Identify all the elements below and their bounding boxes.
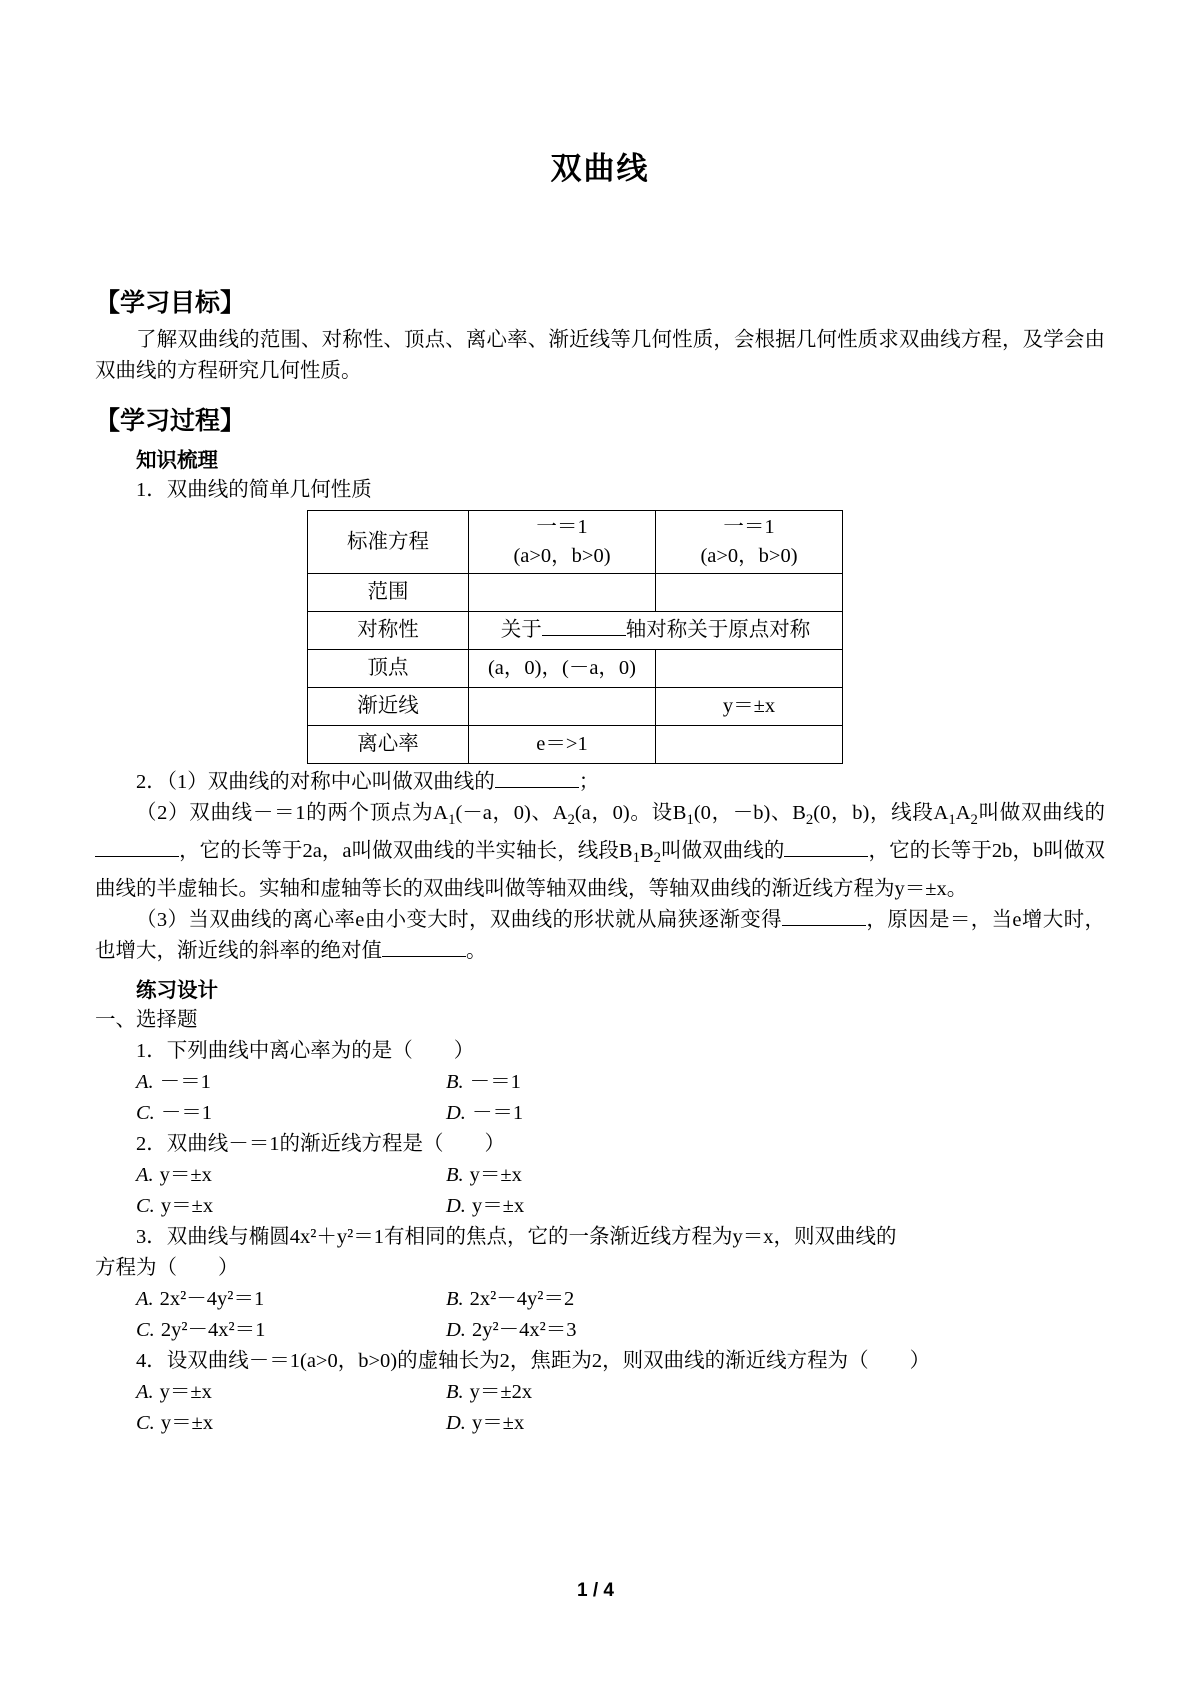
row-label-symmetry: 对称性: [308, 612, 469, 650]
standard-equation-middle: [469, 511, 656, 574]
learning-objectives-body: 了解双曲线的范围、对称性、顶点、离心率、渐近线等几何性质，会根据几何性质求双曲线方程，及学会由双曲线的方程研究几何性质。: [95, 329, 1105, 382]
eccentricity-right-cell: [656, 726, 843, 764]
question-4-options-row-1: [136, 1377, 1105, 1408]
option-letter: B.: [446, 1164, 464, 1187]
table-row: [308, 511, 843, 574]
question-2-option-c[interactable]: [136, 1191, 446, 1222]
question-4-option-d[interactable]: [446, 1408, 746, 1439]
option-text: y＝±x: [471, 1412, 525, 1435]
question-4-options-row-2: [136, 1408, 1105, 1439]
practice-design-heading: 练习设计: [136, 979, 218, 1003]
question-2-option-a[interactable]: [136, 1160, 446, 1191]
sub-1d: 1: [632, 850, 640, 867]
question-3-option-c[interactable]: [136, 1315, 446, 1346]
option-text: 2y²－4x²＝3: [471, 1319, 577, 1342]
item2-p2-i: B: [639, 840, 654, 863]
page-content: [95, 0, 1105, 1439]
range-right-cell: [656, 574, 843, 612]
item2-p1-pre: 2．（1）双曲线的对称中心叫做双曲线的: [136, 771, 495, 793]
std-cond-line1: (a>0，b>0): [513, 545, 611, 567]
table-row: [308, 574, 843, 612]
item2-p2-g: 叫做双曲线的: [977, 802, 1105, 824]
learning-process-heading: 【学习过程】: [95, 407, 246, 435]
std-eq-line2: 一＝1: [723, 516, 775, 538]
item2-blank-real-axis[interactable]: [95, 839, 179, 857]
knowledge-item-1: 1．双曲线的简单几何性质: [136, 479, 372, 501]
option-letter: A.: [136, 1288, 154, 1311]
table-row: [308, 688, 843, 726]
question-3-options-row-1: [136, 1284, 1105, 1315]
item2-p3-mid: ，原因是＝，当e增大时，也增大，渐近线的斜率的绝对值: [95, 909, 1105, 963]
question-1-option-c[interactable]: [136, 1098, 446, 1129]
option-letter: A.: [136, 1071, 154, 1094]
sub-2b: 2: [805, 812, 814, 829]
question-1-stem: 1．下列曲线中离心率为的是（ ）: [136, 1040, 475, 1063]
option-letter: D.: [446, 1102, 466, 1125]
option-letter: C.: [136, 1195, 155, 1218]
question-1-option-b[interactable]: [446, 1067, 746, 1098]
option-text: －＝1: [160, 1102, 213, 1125]
symmetry-prefix: 关于: [500, 619, 542, 641]
question-2-option-b[interactable]: [446, 1160, 746, 1191]
symmetry-blank[interactable]: [542, 618, 626, 636]
question-4-option-a[interactable]: [136, 1377, 446, 1408]
vertex-right-cell: [656, 650, 843, 688]
option-text: 2y²－4x²＝1: [160, 1319, 266, 1342]
asymptote-right-cell: y＝±x: [656, 688, 843, 726]
question-4-stem: 4．设双曲线－＝1(a>0，b>0)的虚轴长为2，焦距为2，则双曲线的渐近线方程为（ ）: [136, 1350, 931, 1373]
option-text: y＝±x: [159, 1381, 212, 1404]
item2-p2-j: 叫做双曲线的: [661, 840, 785, 863]
question-3-option-a[interactable]: [136, 1284, 446, 1315]
item2-p3-post: 。: [466, 940, 487, 963]
table-row: [308, 612, 843, 650]
option-text: －＝1: [159, 1071, 211, 1094]
question-2-options-row-2: [136, 1191, 1105, 1222]
option-letter: A.: [136, 1164, 154, 1187]
question-3-option-d[interactable]: [446, 1315, 746, 1346]
option-letter: D.: [446, 1412, 466, 1435]
page-footer: 1 / 4: [577, 1580, 614, 1601]
option-letter: B.: [446, 1381, 464, 1404]
question-4-option-c[interactable]: [136, 1408, 446, 1439]
knowledge-review-heading: 知识梳理: [136, 449, 218, 472]
question-3-stem-line1: 3．双曲线与椭圆4x²＋y²＝1有相同的焦点，它的一条渐近线方程为y＝x，则双曲线的: [136, 1226, 897, 1249]
question-1-option-d[interactable]: [446, 1098, 746, 1129]
hyperbola-properties-table: [307, 510, 843, 764]
item2-p2-h: ，它的长等于2a，a叫做双曲线的半实轴长，线段B: [179, 840, 633, 863]
item2-p3-pre: （3）当双曲线的离心率e由小变大时，双曲线的形状就从扁狭逐渐变得: [136, 909, 783, 932]
row-label-vertex: 顶点: [308, 650, 469, 688]
question-2-stem: 2．双曲线－＝1的渐近线方程是（ ）: [136, 1133, 505, 1156]
table-row: [308, 650, 843, 688]
question-2-option-d[interactable]: [446, 1191, 746, 1222]
option-text: y＝±x: [160, 1195, 214, 1218]
knowledge-item-2-2: [95, 798, 1105, 905]
item2-p2-b: (－a，0)、A: [455, 802, 568, 824]
item2-p1-post: ；: [578, 771, 600, 793]
item2-blank-shape[interactable]: [782, 908, 866, 926]
std-eq-line1: 一＝1: [536, 516, 588, 538]
symmetry-suffix: 轴对称关于原点对称: [625, 619, 811, 641]
sub-2d: 2: [653, 850, 662, 867]
standard-equation-right: [656, 511, 843, 574]
option-letter: C.: [136, 1319, 155, 1342]
question-4-option-b[interactable]: [446, 1377, 746, 1408]
question-3-option-b[interactable]: [446, 1284, 746, 1315]
range-middle-cell: [469, 574, 656, 612]
option-letter: C.: [136, 1412, 155, 1435]
option-text: 2x²－4y²＝2: [469, 1288, 575, 1311]
knowledge-item-2-1: [136, 767, 1105, 798]
option-text: －＝1: [469, 1071, 521, 1094]
row-label-eccentricity: 离心率: [308, 726, 469, 764]
practice-section-1-heading: 一、选择题: [95, 1009, 198, 1032]
option-text: y＝±x: [469, 1164, 522, 1187]
sub-2a: 2: [567, 812, 575, 829]
option-letter: D.: [446, 1195, 466, 1218]
page-title: 双曲线: [550, 151, 650, 186]
question-1-options-row-2: [136, 1098, 1105, 1129]
row-label-asymptote: 渐近线: [308, 688, 469, 726]
option-text: y＝±x: [471, 1195, 525, 1218]
option-letter: B.: [446, 1288, 464, 1311]
sub-1a: 1: [448, 812, 456, 829]
item2-blank-slope[interactable]: [382, 939, 466, 957]
title-spacer: [95, 188, 1105, 283]
item2-p2-e: (0，b)，线段A: [813, 802, 949, 824]
item2-p2-c: (a，0)。设B: [574, 802, 687, 824]
item2-p2-d: (0，－b)、B: [693, 802, 806, 824]
question-3-options-row-2: [136, 1315, 1105, 1346]
option-text: 2x²－4y²＝1: [159, 1288, 265, 1311]
symmetry-merged-cell: [469, 612, 843, 650]
question-2-options-row-1: [136, 1160, 1105, 1191]
table-row: [308, 726, 843, 764]
std-cond-line2: (a>0，b>0): [700, 545, 798, 567]
option-text: y＝±x: [159, 1164, 212, 1187]
item2-p2-k: ，它的长等于2b，b叫做双曲线的半虚轴长。实轴和虚轴等长的双曲线叫做等轴双曲线，等轴双曲线的渐近线方程为y＝±x。: [95, 840, 1106, 901]
item2-blank-imag-axis[interactable]: [784, 839, 868, 857]
option-text: y＝±2x: [469, 1381, 533, 1404]
sub-2c: 2: [970, 812, 978, 829]
option-letter: A.: [136, 1381, 154, 1404]
row-label-standard-equation: 标准方程: [308, 511, 469, 574]
item2-blank-center[interactable]: [495, 770, 579, 788]
learning-objectives-heading: 【学习目标】: [95, 289, 246, 317]
knowledge-item-2-3: [95, 905, 1105, 967]
sub-1c: 1: [948, 812, 956, 829]
eccentricity-middle-cell: e＝>1: [469, 726, 656, 764]
asymptote-middle-cell: [469, 688, 656, 726]
question-1-options-row-1: [136, 1067, 1105, 1098]
row-label-range: 范围: [308, 574, 469, 612]
option-text: －＝1: [471, 1102, 524, 1125]
option-letter: B.: [446, 1071, 464, 1094]
question-3-stem-line2: 方程为（ ）: [95, 1257, 239, 1280]
vertex-middle-cell: (a，0)，(－a，0): [469, 650, 656, 688]
option-letter: C.: [136, 1102, 155, 1125]
item2-p2-f: A: [955, 802, 971, 824]
question-1-option-a[interactable]: [136, 1067, 446, 1098]
option-letter: D.: [446, 1319, 466, 1342]
sub-1b: 1: [686, 812, 694, 829]
option-text: y＝±x: [160, 1412, 214, 1435]
item2-p2-a: （2）双曲线－＝1的两个顶点为A: [136, 802, 449, 824]
